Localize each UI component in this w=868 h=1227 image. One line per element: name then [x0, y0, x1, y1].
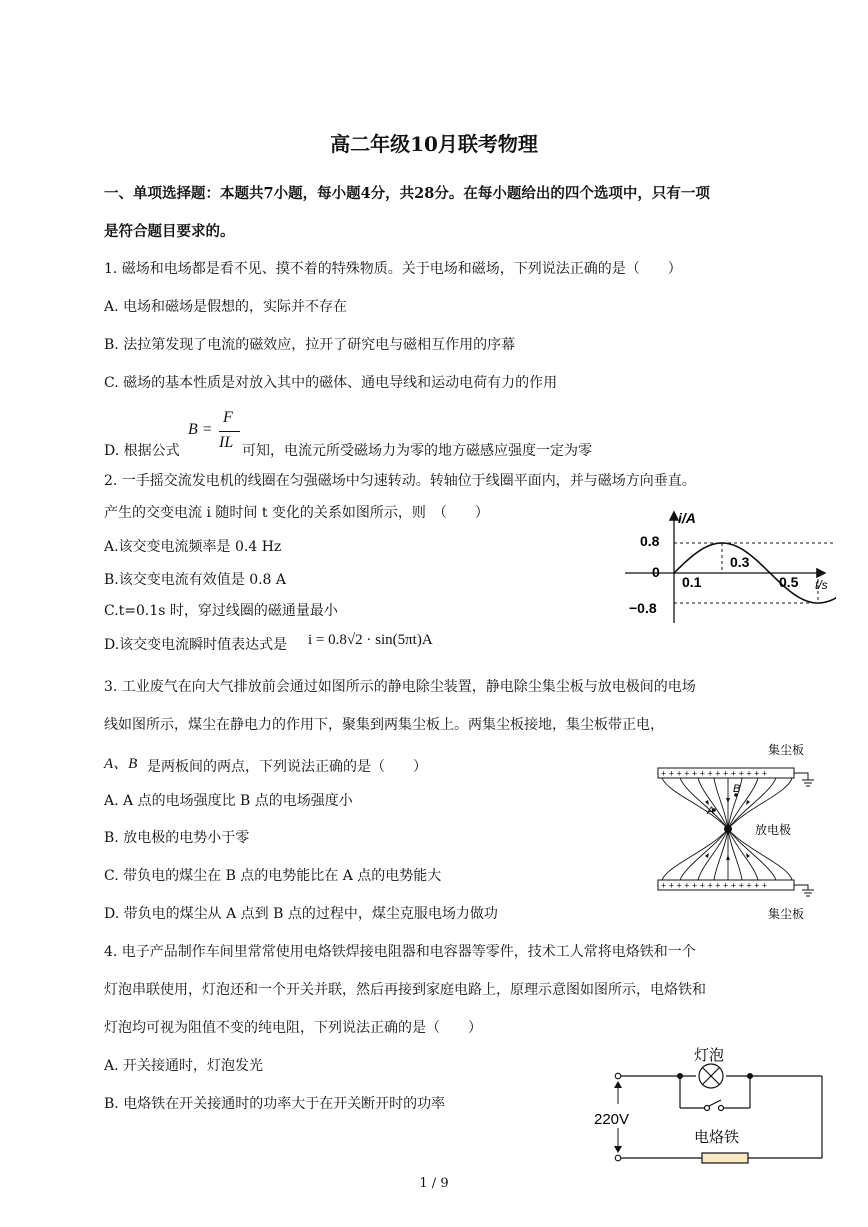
q1-option-a: A. 电场和磁场是假想的，实际并不存在 — [104, 299, 348, 315]
q1-option-d-suffix: 可知，电流元所受磁场力为零的地方磁感应强度一定为零 — [242, 443, 592, 459]
q1-formula-numerator: F — [223, 409, 233, 426]
origin-label: 0 — [652, 564, 660, 580]
iron-label: 电烙铁 — [694, 1129, 740, 1146]
q4-option-a: A. 开关接通时，灯泡发光 — [104, 1058, 264, 1074]
q3-stem-line1: 3. 工业废气在向大气排放前会通过如图所示的静电除尘装置，静电除尘集尘板与放电极间的电场 — [104, 679, 696, 695]
voltage-label: 220V — [594, 1111, 630, 1128]
x-tick-0.3: 0.3 — [730, 554, 750, 570]
q1-fraction-bar — [219, 431, 240, 432]
lamp-symbol — [699, 1064, 723, 1088]
q4-stem-line3: 灯泡均可视为阻值不变的纯电阻，下列说法正确的是（ ） — [104, 1020, 482, 1036]
discharge-electrode — [724, 825, 732, 833]
q1-formula-denominator: IL — [219, 434, 234, 451]
q2-stem-line2: 产生的交变电流 i 随时间 t 变化的关系如图所示，则 （ ） — [104, 505, 489, 521]
y-tick-neg-0.8: −0.8 — [629, 600, 657, 616]
q3-option-a: A. A 点的电场强度比 B 点的电场强度小 — [104, 793, 353, 809]
terminals — [615, 1073, 752, 1161]
q2-option-a: A.该交变电流频率是 0.4 Hz — [104, 539, 282, 555]
section-heading-line1: 一、单项选择题：本题共7小题，每小题4分，共28分。在每小题给出的四个选项中，只有一项 — [104, 185, 710, 202]
q3-option-b: B. 放电极的电势小于零 — [104, 830, 250, 846]
x-axis-label: t/s — [815, 578, 828, 592]
x-tick-0.5: 0.5 — [779, 574, 799, 590]
q1-option-c: C. 磁场的基本性质是对放入其中的磁体、通电导线和运动电荷有力的作用 — [104, 375, 558, 391]
q3-stem-line3: 是两板间的两点，下列说法正确的是（ ） — [147, 759, 427, 775]
section-heading-line2: 是符合题目要求的。 — [104, 223, 235, 240]
electrode-label: 放电极 — [755, 823, 792, 837]
switch-symbol — [705, 1100, 724, 1111]
q2-stem-line1: 2. 一手摇交流发电机的线圈在匀强磁场中匀速转动。转轴位于线圈平面内，并与磁场方向垂直。 — [104, 473, 696, 489]
q3-option-c: C. 带负电的煤尘在 B 点的电势能比在 A 点的电势能大 — [104, 868, 442, 884]
svg-text:+ + + + + + + + + + + + + +: + + + + + + + + + + + + + + — [661, 768, 768, 779]
current-time-graph — [618, 505, 836, 625]
electrostatic-precipitator-figure — [650, 738, 825, 928]
top-plate-plus-signs — [661, 769, 767, 779]
q2-option-d-prefix: D.该交变电流瞬时值表达式是 — [104, 637, 288, 653]
q2-option-d-formula: i = 0.8√2 · sin(5πt)A — [308, 632, 433, 648]
x-tick-0.1: 0.1 — [682, 574, 702, 590]
y-tick-0.8: 0.8 — [640, 533, 660, 549]
q4-option-b: B. 电烙铁在开关接通时的功率大于在开关断开时的功率 — [104, 1096, 446, 1112]
q4-stem-line1: 4. 电子产品制作车间里常常使用电烙铁焊接电阻器和电容器等零件，技术工人常将电烙铁和一个 — [104, 944, 696, 960]
q3-points-ab: A、B — [104, 756, 138, 772]
circuit-diagram — [590, 1040, 830, 1170]
q1-option-d-prefix: D. 根据公式 — [104, 443, 180, 459]
top-ground-symbol — [794, 773, 814, 786]
q4-stem-line2: 灯泡串联使用，灯泡还和一个开关并联，然后再接到家庭电路上，原理示意图如图所示，电烙铁和 — [104, 982, 706, 998]
top-collector-label: 集尘板 — [768, 743, 805, 757]
page-number: 1 / 9 — [419, 1176, 449, 1191]
y-axis-label: i/A — [678, 510, 696, 526]
bottom-collector-label: 集尘板 — [768, 907, 805, 921]
q1-option-b: B. 法拉第发现了电流的磁效应，拉开了研究电与磁相互作用的序幕 — [104, 337, 516, 353]
q1-stem: 1. 磁场和电场都是看不见、摸不着的特殊物质。关于电场和磁场，下列说法正确的是（ ） — [104, 261, 682, 277]
point-a-label: A — [707, 805, 715, 817]
q2-option-b: B.该交变电流有效值是 0.8 A — [104, 572, 287, 588]
soldering-iron-resistor — [702, 1153, 748, 1163]
lamp-label: 灯泡 — [694, 1047, 725, 1064]
page-title: 高二年级10月联考物理 — [330, 132, 538, 156]
q1-formula-lhs: B = — [188, 421, 213, 438]
q3-stem-line2: 线如图所示，煤尘在静电力的作用下，聚集到两集尘板上。两集尘板接地，集尘板带正电， — [104, 717, 664, 733]
q2-option-c: C.t=0.1s 时，穿过线圈的磁通量最小 — [104, 603, 338, 619]
q3-option-d: D. 带负电的煤尘从 A 点到 B 点的过程中，煤尘克服电场力做功 — [104, 906, 498, 922]
svg-text:+ + + + + + + + + + + + + +: + + + + + + + + + + + + + + — [661, 880, 768, 891]
bottom-plate-plus-signs — [661, 881, 767, 891]
point-b-label: B — [733, 783, 741, 795]
bottom-ground-symbol — [794, 885, 814, 896]
